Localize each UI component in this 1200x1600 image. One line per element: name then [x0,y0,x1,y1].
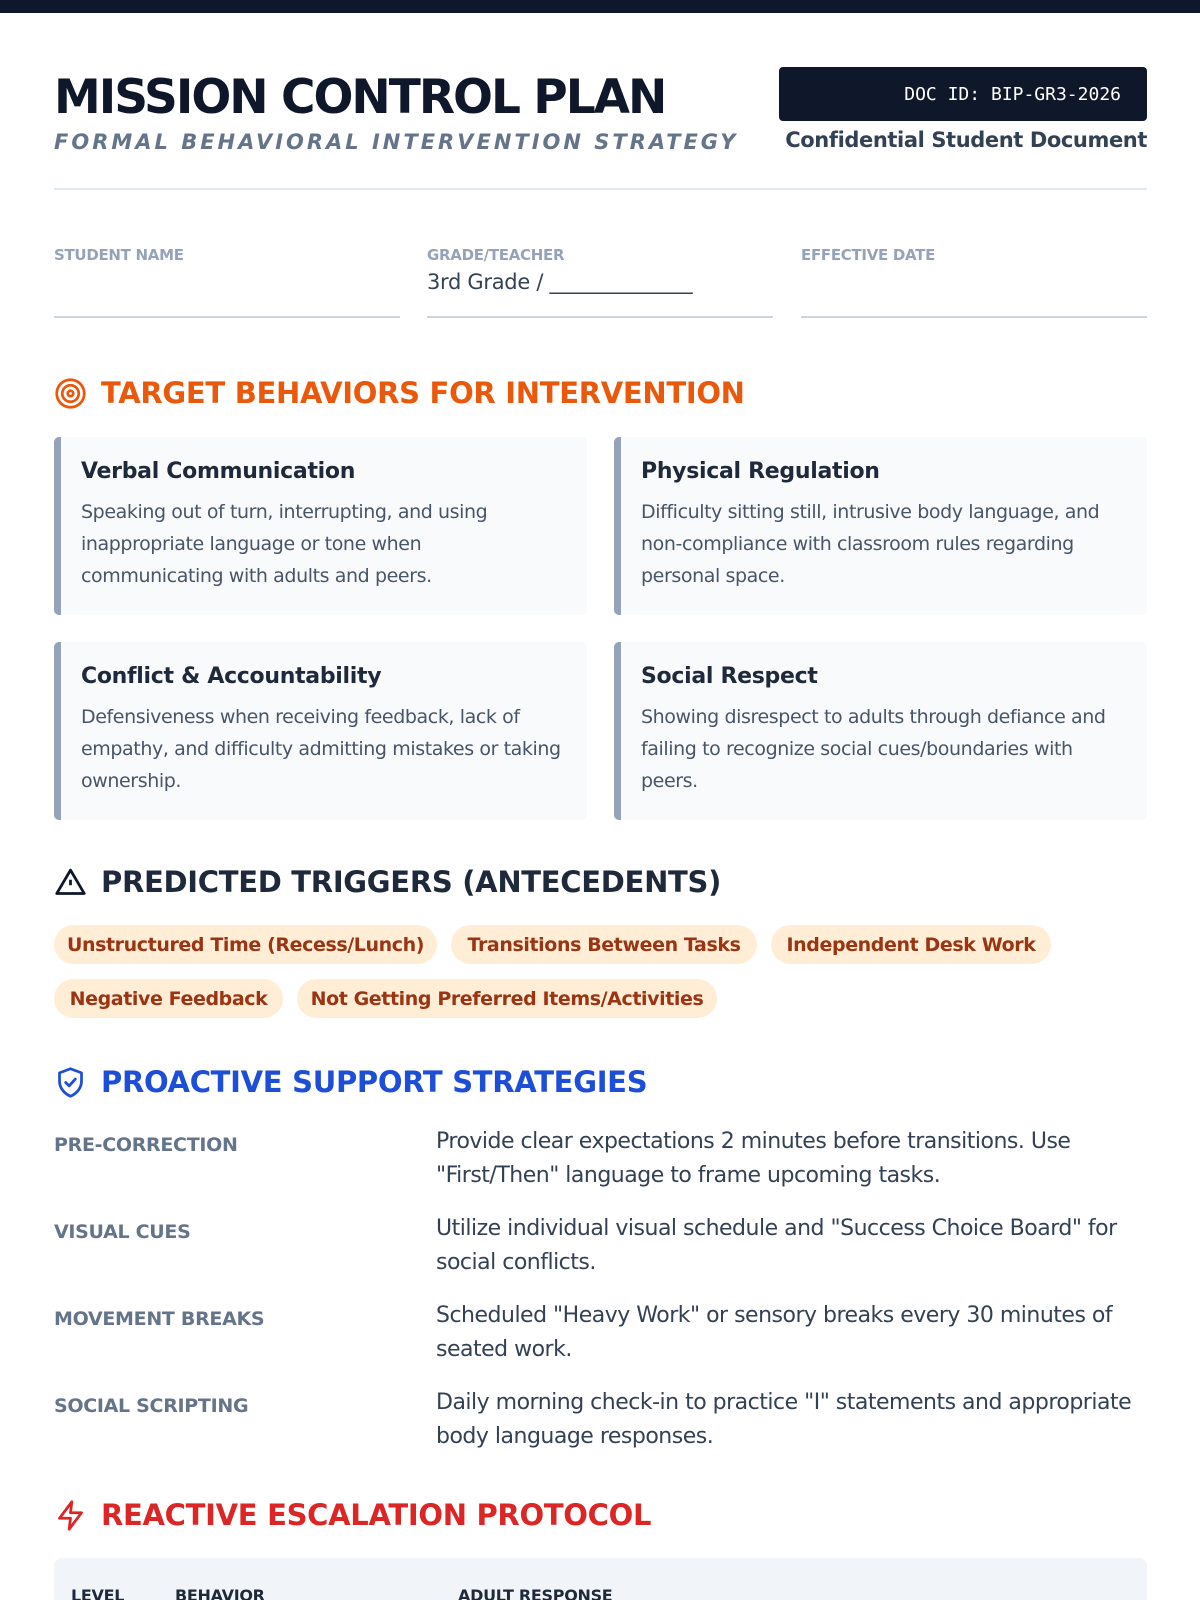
section-title: TARGET BEHAVIORS FOR INTERVENTION [101,376,745,410]
trigger-chip: Transitions Between Tasks [451,925,757,964]
confidential-label: Confidential Student Document [785,128,1147,152]
grade-teacher-field[interactable] [427,244,773,318]
strategy-text: Provide clear expectations 2 minutes before transitions. Use "First/Then" language to frame upcoming tasks. [436,1129,1071,1188]
behavior-card [614,437,1147,615]
behavior-title: Physical Regulation [641,459,880,484]
trigger-chip: Unstructured Time (Recess/Lunch) [54,925,437,964]
page-subtitle: FORMAL BEHAVIORAL INTERVENTION STRATEGY [54,130,739,154]
behavior-description: Showing disrespect to adults through defiance and failing to recognize social cues/boundaries with peers. [641,706,1106,792]
table-header-adult-response: ADULT RESPONSE [458,1586,613,1600]
escalation-table [54,1558,1147,1600]
doc-id-badge: DOC ID: BIP-GR3-2026 [779,67,1147,121]
field-label: GRADE/TEACHER [427,246,565,264]
triggers-heading [54,862,721,902]
strategy-text: Utilize individual visual schedule and "Success Choice Board" for social conflicts. [436,1216,1117,1275]
trigger-chip: Independent Desk Work [771,925,1051,964]
strategies-heading [54,1062,647,1102]
section-title: REACTIVE ESCALATION PROTOCOL [101,1498,652,1532]
top-bar [0,0,1200,13]
section-title: PROACTIVE SUPPORT STRATEGIES [101,1065,648,1099]
document-header [54,66,1147,190]
student-info-fields [54,244,1147,318]
escalation-heading [54,1495,651,1535]
field-value: 3rd Grade / ______________ [427,270,693,294]
strategy-label: SOCIAL SCRIPTING [54,1395,249,1417]
table-header-behavior: BEHAVIOR [175,1586,265,1600]
behavior-description: Defensiveness when receiving feedback, lack of empathy, and difficulty admitting mistakes or taking ownership. [81,706,561,792]
strategy-label: MOVEMENT BREAKS [54,1308,265,1330]
strategy-label: PRE-CORRECTION [54,1134,238,1156]
behavior-card [54,642,587,820]
strategy-text: Scheduled "Heavy Work" or sensory breaks every 30 minutes of seated work. [436,1303,1113,1362]
behavior-title: Verbal Communication [81,459,356,484]
behavior-title: Conflict & Accountability [81,664,382,689]
behavior-description: Difficulty sitting still, intrusive body language, and non-compliance with classroom rules regarding personal space. [641,501,1100,587]
behavior-title: Social Respect [641,664,818,689]
behavior-description: Speaking out of turn, interrupting, and using inappropriate language or tone when communicating with adults and peers. [81,501,488,587]
trigger-chip: Not Getting Preferred Items/Activities [297,979,717,1018]
section-title: PREDICTED TRIGGERS (ANTECEDENTS) [101,865,722,899]
target-behaviors-heading [54,373,745,413]
table-header-level: LEVEL [71,1586,125,1600]
behavior-card [614,642,1147,820]
strategy-text: Daily morning check-in to practice "I" statements and appropriate body language responses. [436,1390,1132,1449]
page-title: MISSION CONTROL PLAN [54,70,666,125]
behavior-card [54,437,587,615]
field-label: STUDENT NAME [54,246,184,264]
shield-check-icon [54,1066,87,1099]
trigger-chip: Negative Feedback [54,979,283,1018]
lightning-bolt-icon [54,1499,87,1532]
strategy-label: VISUAL CUES [54,1221,191,1243]
student-name-field[interactable] [54,244,400,318]
field-label: EFFECTIVE DATE [801,246,936,264]
warning-triangle-icon [54,866,87,899]
target-icon [54,377,87,410]
effective-date-field[interactable] [801,244,1147,318]
